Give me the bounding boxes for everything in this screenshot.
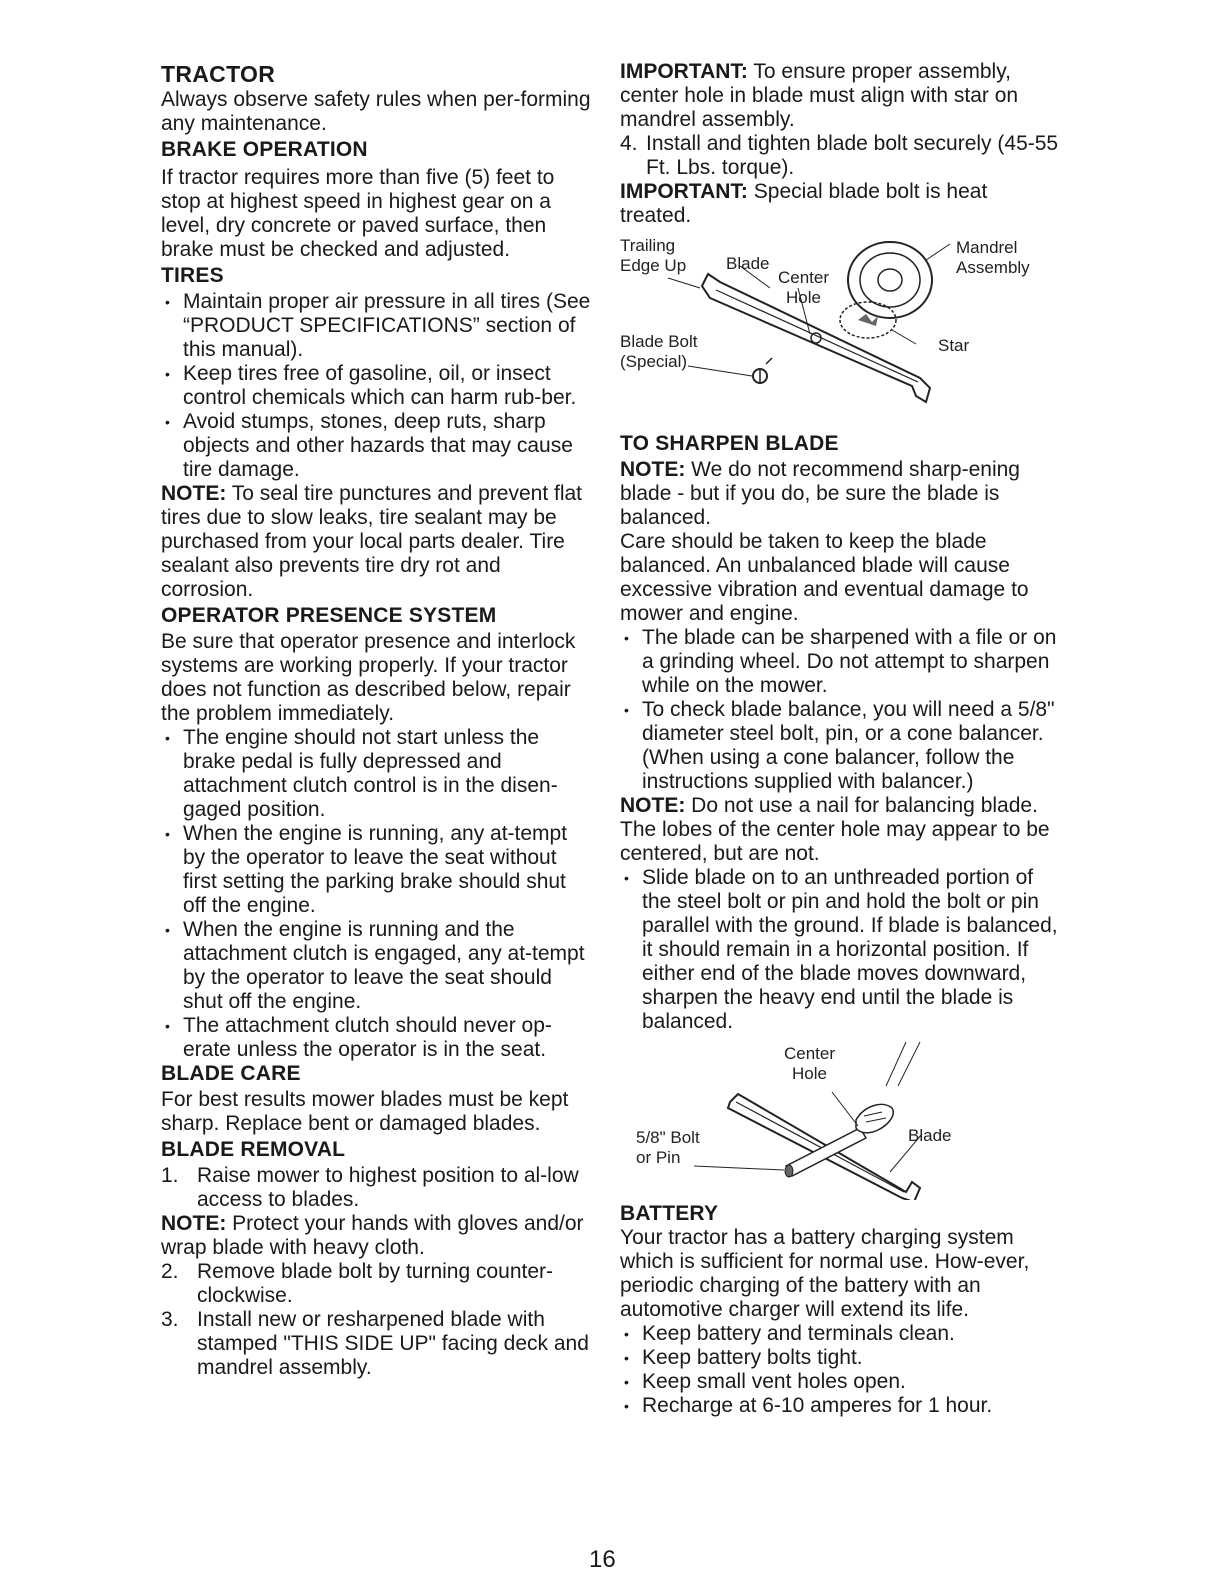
center-hole-label: Center Hole — [778, 268, 830, 307]
bolt-pin-label: 5/8" Bolt or Pin — [636, 1128, 700, 1167]
tires-bullet-3: • Avoid stumps, stones, deep ruts, sharp objects and other hazards that may cause tire damage. — [161, 410, 593, 482]
ops-text: Be sure that operator presence and interlock systems are working properly. If your tractor does not function as described below, repair the problem immediately. — [161, 630, 576, 725]
important-label: IMPORTANT: — [620, 60, 748, 83]
tires-note-text: To seal tire punctures and prevent flat tires due to slow leaks, tire sealant may be purchased from your local parts dealer. Tire sealant also prevents tire dry rot and corrosion. — [161, 482, 582, 601]
sharpen-heading: TO SHARPEN BLADE — [620, 432, 839, 455]
battery-bullet-2: • Keep battery bolts tight. — [620, 1346, 1060, 1370]
removal-step-2 — [161, 1260, 593, 1308]
ops-bullet-4: • The attachment clutch should never op-erate unless the operator is in the seat. — [161, 1014, 593, 1062]
battery-bullet-1: • Keep battery and terminals clean. — [620, 1322, 1060, 1346]
removal-step-3 — [161, 1308, 593, 1380]
step-number: 4. — [620, 132, 638, 155]
center-hole-label: Center Hole — [784, 1044, 836, 1083]
step-number: 2. — [161, 1260, 179, 1283]
ops-bullet-3: • When the engine is running and the attachment clutch is engaged, any at-tempt by the operator to leave the seat should shut off the engine. — [161, 918, 593, 1014]
sharpen-text: Care should be taken to keep the blade balanced. An unbalanced blade will cause excessive vibration and eventual damage to mower and engine. — [620, 530, 1029, 625]
important-label: IMPORTANT: — [620, 180, 748, 203]
blade-label: Blade — [908, 1126, 952, 1145]
left-column — [161, 60, 593, 1380]
right-column — [620, 60, 1060, 1418]
tractor-text: Always observe safety rules when per-forming any maintenance. — [161, 88, 591, 135]
note-label: NOTE: — [620, 458, 686, 481]
star-label: Star — [938, 336, 970, 355]
tires-bullet-2: • Keep tires free of gasoline, oil, or insect control chemicals which can harm rub-ber. — [161, 362, 593, 410]
sharpen-bullet-1: • The blade can be sharpened with a file or on a grinding wheel. Do not attempt to sharpen while on the mower. — [620, 626, 1060, 698]
battery-bullet-3: • Keep small vent holes open. — [620, 1370, 1060, 1394]
important-alignment — [620, 60, 1060, 132]
tires-heading: TIRES — [161, 264, 224, 287]
sharpen-note-text: We do not recommend sharp-ening blade - but if you do, be sure the blade is balanced. — [620, 458, 1020, 529]
step-text: Remove blade bolt by turning counter-clockwise. — [197, 1260, 554, 1307]
blade-label: Blade — [726, 254, 770, 273]
trailing-edge-label: Trailing Edge Up — [620, 236, 687, 275]
balance-note — [620, 794, 1060, 866]
tractor-heading: TRACTOR — [161, 61, 276, 87]
tires-bullet-1: • Maintain proper air pressure in all tires (See “PRODUCT SPECIFICATIONS” section of this manual). — [161, 290, 593, 362]
step-text: Raise mower to highest position to al-low access to blades. — [197, 1164, 579, 1211]
brake-text: If tractor requires more than five (5) feet to stop at highest speed in highest gear on a level, dry concrete or paved surface, then brake must be checked and adjusted. — [161, 166, 555, 261]
important-bolt — [620, 180, 1060, 228]
blade-balance-figure — [620, 1042, 1060, 1200]
balance-note-text: Do not use a nail for balancing blade. The lobes of the center hole may appear to be centered, but are not. — [620, 794, 1050, 865]
battery-heading: BATTERY — [620, 1202, 719, 1225]
removal-note-text: Protect your hands with gloves and/or wrap blade with heavy cloth. — [161, 1212, 584, 1259]
step-text: Install new or resharpened blade with stamped "THIS SIDE UP" facing deck and mandrel assembly. — [197, 1308, 589, 1379]
ops-bullet-2: • When the engine is running, any at-tempt by the operator to leave the seat without first setting the parking brake should shut off the engine. — [161, 822, 593, 918]
note-label: NOTE: — [161, 1212, 227, 1235]
step-number: 1. — [161, 1164, 179, 1187]
blade-installation-figure — [620, 238, 1060, 428]
page-number: 16 — [589, 1546, 616, 1573]
battery-bullet-4: • Recharge at 6-10 amperes for 1 hour. — [620, 1394, 1060, 1418]
blade-care-heading: BLADE CARE — [161, 1062, 301, 1085]
ops-heading: OPERATOR PRESENCE SYSTEM — [161, 604, 497, 627]
blade-balance-illustration — [620, 1042, 1060, 1200]
removal-step-4 — [620, 132, 1060, 180]
note-label: NOTE: — [161, 482, 227, 505]
balance-bullet-1: • Slide blade on to an unthreaded portion of the steel bolt or pin and hold the bolt or pin parallel with the ground. If blade is balanced, it should remain in a horizontal position. If either end of the blade moves downward, sharpen the heavy end until the blade is balanced. — [620, 866, 1060, 1034]
removal-step-1 — [161, 1164, 593, 1212]
step-number: 3. — [161, 1308, 179, 1331]
sharpen-note — [620, 458, 1060, 530]
important-alignment-text: To ensure proper assembly, center hole in blade must align with star on mandrel assembly. — [620, 60, 1019, 131]
note-label: NOTE: — [620, 794, 686, 817]
tires-note — [161, 482, 593, 602]
blade-care-text: For best results mower blades must be kept sharp. Replace bent or damaged blades. — [161, 1088, 569, 1135]
step-text: Install and tighten blade bolt securely (45-55 Ft. Lbs. torque). — [646, 132, 1059, 179]
blade-removal-heading: BLADE REMOVAL — [161, 1138, 346, 1161]
battery-text: Your tractor has a battery charging system which is sufficient for normal use. How-ever, periodic charging of the battery with an automotive charger will extend its life. — [620, 1226, 1030, 1321]
sharpen-bullet-2: • To check blade balance, you will need a 5/8" diameter steel bolt, pin, or a cone balancer. (When using a cone balancer, follow the instructions supplied with balancer.) — [620, 698, 1060, 794]
removal-note — [161, 1212, 593, 1260]
ops-bullet-1: • The engine should not start unless the brake pedal is fully depressed and attachment clutch control is in the disen-gaged position. — [161, 726, 593, 822]
brake-heading: BRAKE OPERATION — [161, 138, 368, 161]
important-bolt-text: Special blade bolt is heat treated. — [620, 180, 988, 227]
blade-bolt-label: Blade Bolt (Special) — [620, 332, 698, 371]
mandrel-assembly-label: Mandrel Assembly — [956, 238, 1030, 277]
